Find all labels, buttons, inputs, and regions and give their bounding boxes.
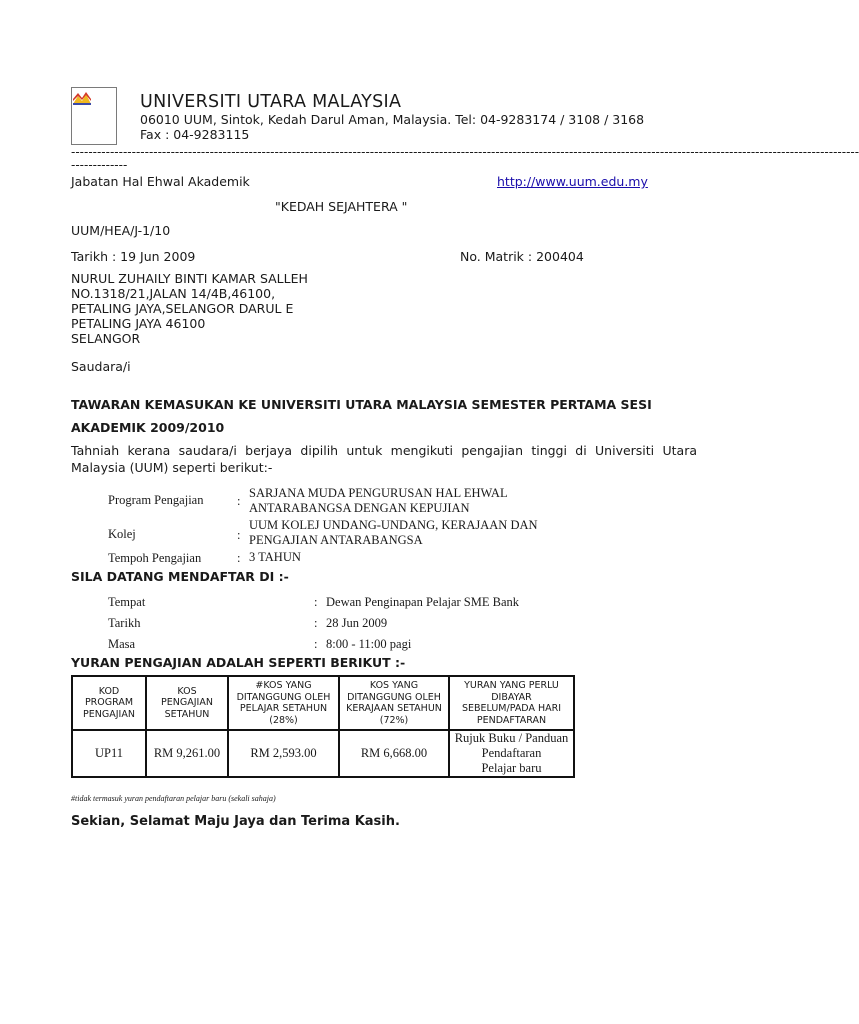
header-text: DITANGGUNG OLEH <box>347 691 441 703</box>
colon: : <box>237 494 241 508</box>
header-divider: -------------------------------------------------------------------------------------------------------------------------------------------------------------------------------------- <box>71 145 859 159</box>
reference-number: UUM/HEA/J-1/10 <box>71 223 171 238</box>
duration-label: Tempoh Pengajian <box>108 551 202 565</box>
colon: : <box>314 595 318 609</box>
registration-date-label: Tarikh <box>108 616 141 630</box>
place-label: Tempat <box>108 595 146 609</box>
recipient-address-line: NO.1318/21,JALAN 14/4B,46100, <box>71 286 276 301</box>
header-text: PENDAFTARAN <box>476 714 547 726</box>
fee-table <box>71 675 575 778</box>
registration-heading: SILA DATANG MENDAFTAR DI :- <box>71 569 289 584</box>
closing-line: Sekian, Selamat Maju Jaya dan Terima Kasih. <box>71 814 400 829</box>
table-footnote: #tidak termasuk yuran pendaftaran pelajar baru (sekali sahaja) <box>71 794 276 803</box>
fee-payable-cell <box>449 730 574 777</box>
government-cost-cell: RM 6,668.00 <box>339 730 449 777</box>
time-value: 8:00 - 11:00 pagi <box>326 637 412 651</box>
col-header-programme-code <box>72 676 146 730</box>
header-text: DITANGGUNG OLEH <box>236 691 331 703</box>
college-value-continued: PENGAJIAN ANTARABANGSA <box>249 533 423 547</box>
university-name: UNIVERSITI UTARA MALAYSIA <box>140 92 402 112</box>
header-divider-wrap: ------------- <box>71 158 128 172</box>
letter-date: Tarikh : 19 Jun 2009 <box>71 249 196 264</box>
letter-subject-continued: AKADEMIK 2009/2010 <box>71 420 225 435</box>
header-text: SETAHUN <box>164 708 210 720</box>
registration-date-value: 28 Jun 2009 <box>326 616 388 630</box>
header-text: KOS <box>177 685 197 697</box>
colon: : <box>237 528 241 542</box>
header-text: PELAJAR SETAHUN <box>239 703 328 714</box>
college-value: UUM KOLEJ UNDANG-UNDANG, KERAJAAN DAN <box>249 518 538 532</box>
table-header-row <box>72 676 574 730</box>
logo-frame <box>71 87 117 145</box>
programme-code-cell: UP11 <box>72 730 146 777</box>
student-cost-cell: RM 2,593.00 <box>228 730 339 777</box>
letter-subject: TAWARAN KEMASUKAN KE UNIVERSITI UTARA MALAYSIA SEMESTER PERTAMA SESI <box>71 397 652 412</box>
body-paragraph: Tahniah kerana saudara/i berjaya dipilih untuk mengikuti pengajian tinggi di Universiti Utara Malaysia (UUM) seperti berikut:- <box>71 443 697 475</box>
motto: "KEDAH SEJAHTERA " <box>275 199 408 214</box>
header-text: KOS YANG <box>369 680 419 691</box>
colon: : <box>314 637 318 651</box>
fees-heading: YURAN PENGAJIAN ADALAH SEPERTI BERIKUT :- <box>71 655 406 670</box>
header-text: KERAJAAN SETAHUN <box>346 703 442 714</box>
recipient-name: NURUL ZUHAILY BINTI KAMAR SALLEH <box>71 271 308 286</box>
col-header-annual-cost <box>146 676 228 730</box>
place-value: Dewan Penginapan Pelajar SME Bank <box>326 595 520 609</box>
programme-label: Program Pengajian <box>108 493 204 507</box>
col-header-fee-payable <box>449 676 574 730</box>
university-address: 06010 UUM, Sintok, Kedah Darul Aman, Malaysia. Tel: 04-9283174 / 3108 / 3168 <box>140 112 645 127</box>
header-text: PROGRAM <box>84 697 134 709</box>
duration-value: 3 TAHUN <box>249 550 301 564</box>
colon: : <box>314 616 318 630</box>
recipient-address-line: SELANGOR <box>71 331 141 346</box>
header-text: (72%) <box>379 714 409 726</box>
header-text: PENGAJIAN <box>83 708 135 720</box>
university-fax: Fax : 04-9283115 <box>140 127 250 142</box>
header-text: KOD <box>98 685 120 697</box>
university-website-link[interactable]: http://www.uum.edu.my <box>497 174 648 189</box>
matric-number: No. Matrik : 200404 <box>460 249 584 264</box>
uum-logo-icon <box>72 90 92 106</box>
salutation: Saudara/i <box>71 359 131 374</box>
college-label: Kolej <box>108 527 136 541</box>
col-header-student-cost <box>228 676 339 730</box>
header-text: (28%) <box>269 714 298 726</box>
cell-text: Pelajar baru <box>481 761 542 775</box>
recipient-address-line: PETALING JAYA 46100 <box>71 316 206 331</box>
programme-value: SARJANA MUDA PENGURUSAN HAL EHWAL <box>249 486 508 500</box>
colon: : <box>237 551 241 565</box>
department-name: Jabatan Hal Ehwal Akademik <box>71 174 250 189</box>
header-text: SEBELUM/PADA HARI <box>461 703 562 714</box>
col-header-government-cost <box>339 676 449 730</box>
annual-cost-cell: RM 9,261.00 <box>146 730 228 777</box>
cell-text: Rujuk Buku / Panduan <box>454 731 569 745</box>
cell-text: Pendaftaran <box>481 746 542 760</box>
programme-value-continued: ANTARABANGSA DENGAN KEPUJIAN <box>249 501 470 515</box>
header-text: #KOS YANG <box>255 680 312 691</box>
header-text: DIBAYAR <box>491 691 532 703</box>
header-text: YURAN YANG PERLU <box>464 680 559 691</box>
recipient-address-line: PETALING JAYA,SELANGOR DARUL E <box>71 301 294 316</box>
header-text: PENGAJIAN <box>161 697 213 709</box>
time-label: Masa <box>108 637 136 651</box>
table-row <box>72 730 574 777</box>
